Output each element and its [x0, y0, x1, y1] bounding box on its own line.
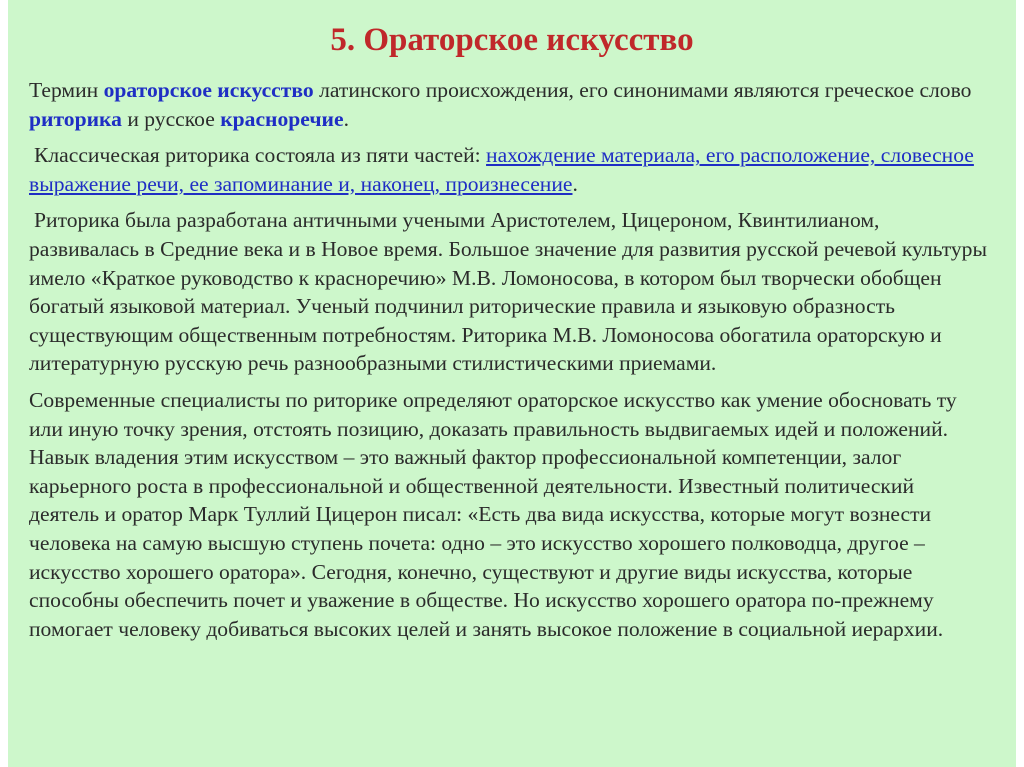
keyword-oratorskoe-iskusstvo: ораторское искусство — [103, 78, 314, 102]
paragraph-modern-specialists: Современные специалисты по риторике определяют ораторское искусство как умение обосновать ту или иную точку зрения, отстоять позицию, доказать правильность выдвигаемых идей и положений. Навык владения этим искусством – это важный фактор профессиональной компетенции, залог карьерного роста в профессиональной и общественной деятельности. Известный политический деятель и оратор Марк Туллий Цицерон писал: «Есть два вида искусства, которые могут вознести человека на самую высшую ступень почета: одно – это искусство хорошего полководца, другое – искусство хорошего оратора». Сегодня, конечно, существуют и другие виды искусства, которые способны обеспечить почет и уважение в обществе. Но искусство хорошего оратора по-прежнему помогает человеку добиваться высоких целей и занять высокое положение в социальной иерархии. — [29, 387, 957, 641]
keyword-ritorika: риторика — [29, 106, 122, 131]
p1-text-3: и русское — [121, 106, 221, 131]
p2-text-1: Классическая риторика состояла из пяти частей: — [34, 143, 487, 168]
keyword-krasnorechie: красноречие — [220, 106, 344, 131]
slide — [8, 0, 1016, 767]
slide-body — [29, 76, 989, 651]
p2-text-2: . — [572, 171, 578, 196]
p1-text-2: латинского происхождения, его синонимами являются греческое слово — [313, 78, 972, 102]
paragraph-rhetoric-history: Риторика была разработана античными учеными Аристотелем, Цицероном, Квинтилианом, развивалась в Средние века и в Новое время. Большое значение для развития русской речевой культуры имело «Краткое руководство к красноречию» М.В. Ломоносова, в котором был творчески обобщен богатый языковой материал. Ученый подчинил риторические правила и языковую образность существующим общественным потребностям. Риторика М.В. Ломоносова обогатила ораторскую и литературную русскую речь разнообразными стилистическими приемами. — [29, 208, 987, 376]
p1-text-1: Термин — [29, 78, 104, 102]
paragraph-classical-rhetoric — [29, 141, 989, 198]
paragraph-term — [29, 76, 989, 133]
p1-text-4: . — [343, 106, 349, 131]
five-parts-link[interactable]: нахождение материала, его расположение, словесное выражение речи, ее запоминание и, наконец, произнесение — [29, 143, 974, 196]
slide-title: 5. Ораторское искусство — [330, 22, 694, 58]
